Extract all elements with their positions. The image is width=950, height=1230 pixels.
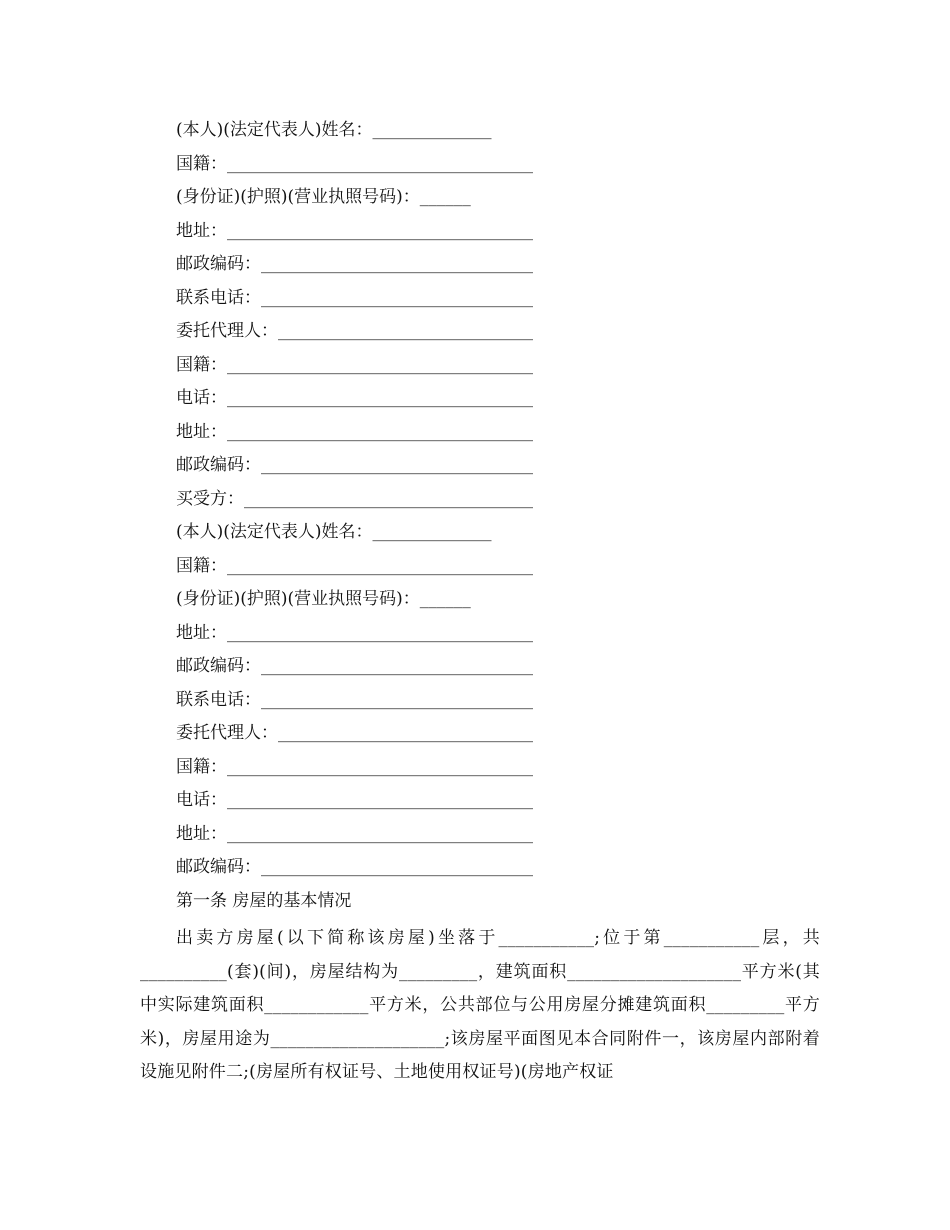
agent-phone-field: 电话：____________________________________ (176, 388, 533, 408)
id-number-field: (身份证)(护照)(营业执照号码)：______ (176, 187, 471, 207)
agent-field: 委托代理人：______________________________ (176, 321, 533, 341)
buyer-nationality-field: 国籍：____________________________________ (176, 556, 533, 576)
buyer-name-field: (本人)(法定代表人)姓名：______________ (176, 522, 492, 542)
postal-code-field: 邮政编码：________________________________ (176, 254, 533, 274)
buyer-postal-code-field: 邮政编码：________________________________ (176, 656, 533, 676)
agent-nationality-field: 国籍：____________________________________ (176, 355, 533, 375)
buyer-label-field: 买受方：__________________________________ (176, 489, 533, 509)
article-body: 出卖方房屋(以下简称该房屋)坐落于___________;位于第___________层，共__________(套)(间)，房屋结构为_________，建筑面积____________________平方米(其中实际建筑面积____________平方米，公共部位与公用房屋分摊建筑面积_________平方米)，房屋用途为____________________;该房屋平面图见本合同附件一，该房屋内部附着设施见附件二;(房屋所有权证号、土地使用权证号)(房地产权证 (140, 928, 820, 1082)
buyer-agent-address-field: 地址：____________________________________ (176, 824, 533, 844)
party-name-field: (本人)(法定代表人)姓名：______________ (176, 120, 492, 140)
buyer-agent-nationality-field: 国籍：____________________________________ (176, 757, 533, 777)
address-field: 地址：____________________________________ (176, 221, 533, 241)
contact-phone-field: 联系电话：________________________________ (176, 288, 533, 308)
buyer-contact-phone-field: 联系电话：________________________________ (176, 690, 533, 710)
article-heading: 第一条 房屋的基本情况 (176, 891, 352, 911)
nationality-field: 国籍：____________________________________ (176, 154, 533, 174)
agent-address-field: 地址：____________________________________ (176, 422, 533, 442)
agent-postal-code-field: 邮政编码：________________________________ (176, 455, 533, 475)
buyer-agent-phone-field: 电话：____________________________________ (176, 790, 533, 810)
buyer-agent-postal-code-field: 邮政编码：________________________________ (176, 857, 533, 877)
buyer-id-number-field: (身份证)(护照)(营业执照号码)：______ (176, 589, 471, 609)
buyer-address-field: 地址：____________________________________ (176, 623, 533, 643)
buyer-agent-field: 委托代理人：______________________________ (176, 723, 533, 743)
